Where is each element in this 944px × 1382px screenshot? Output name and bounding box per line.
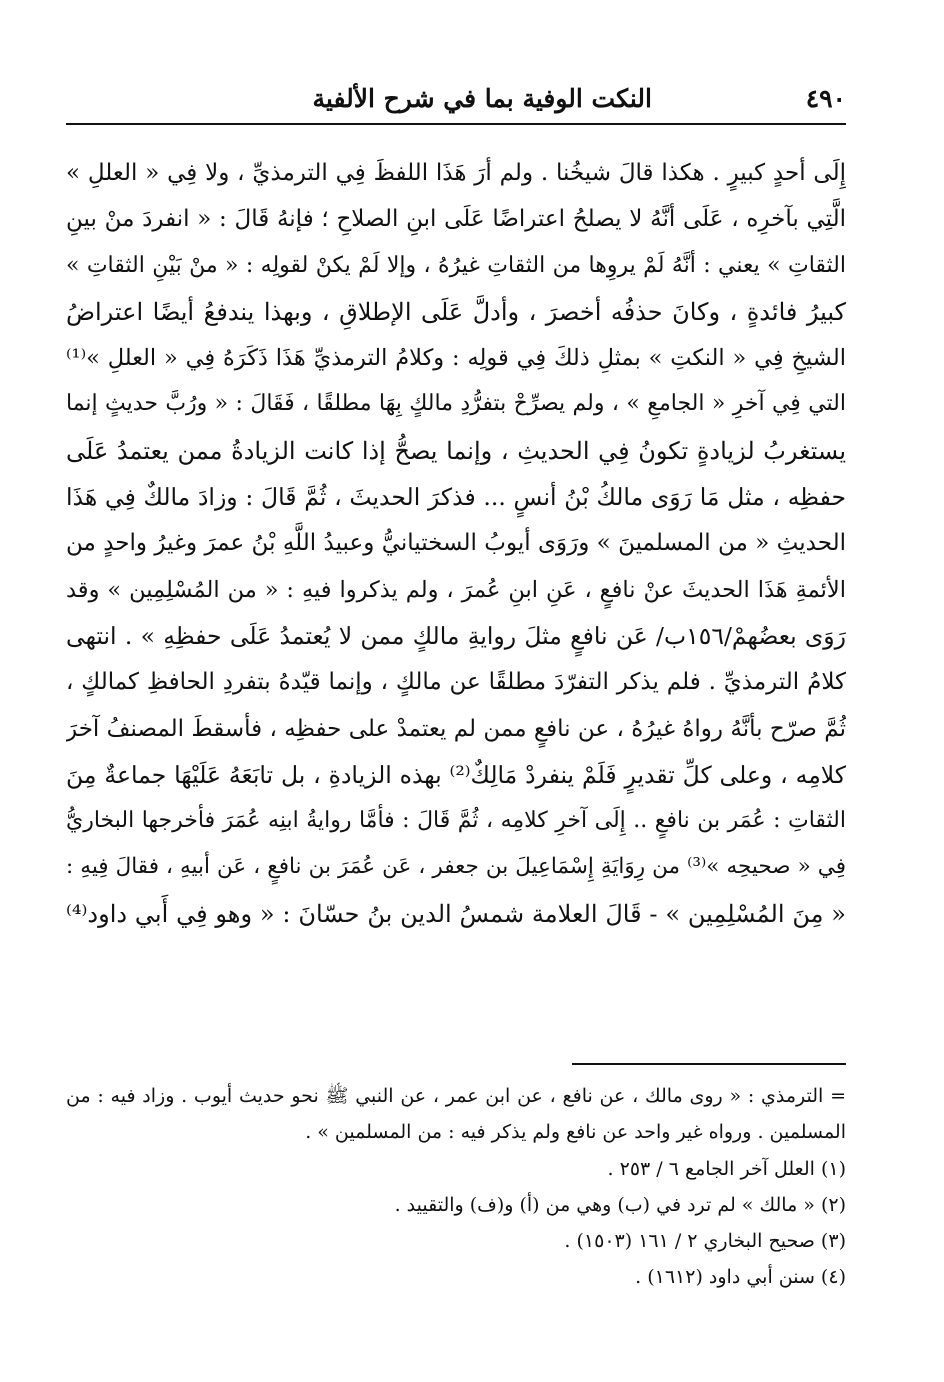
running-header xyxy=(66,80,846,122)
footnote-line: = الترمذي : « روى مالك ، عن نافع ، عن ابن عمر ، عن النبي ﷺ نحو حديث أيوب . وزاد فيه : من xyxy=(66,1085,846,1107)
text-line: فِي « صحيحِه »⁽³⁾ من رِوَايَةِ إِسْمَاعِيلَ بن جعفر ، عَن عُمَرَ بن نافعٍ ، عَن أبيهِ ، فقالَ فِيهِ : xyxy=(66,854,846,880)
text-line: حفظِه ، مثل مَا رَوَى مالكُ بْنُ أنسٍ ... فذكرَ الحديثَ ، ثُمَّ قَالَ : وزادَ مالكٌ فِي هَذَا xyxy=(66,483,846,512)
text-line: إِلَى أحدٍ كبيرٍ . هكذا قالَ شيخُنا . ولم أرَ هَذَا اللفظَ فِي الترمذيِّ ، ولا فِي « العللِ » xyxy=(66,160,846,186)
footnote-4: (٤) سنن أبي داود (١٦١٢) . xyxy=(635,1266,846,1289)
text-line: كلامُ الترمذيِّ . فلم يذكر التفرّدَ مطلقًا عن مالكٍ ، وإنما قيّدهُ بتفردِ الحافظِ كمالكٍ ، xyxy=(66,669,846,696)
running-title: النكت الوفية بما في شرح الألفية xyxy=(312,84,652,113)
text-line: الأئمةِ هَذَا الحديثَ عنْ نافعٍ ، عَنِ ابنِ عُمرَ ، ولم يذكروا فيهِ : « من المُسْلِمِين » وقد xyxy=(66,576,846,603)
page-number: ٤٩٠ xyxy=(805,84,846,113)
footnote-line: المسلمين . ورواه غير واحد عن نافع ولم يذكر فيه : من المسلمين » . xyxy=(305,1121,846,1144)
text-line: « مِنَ المُسْلِمِين » - قَالَ العلامة شمسُ الدين بنُ حسّانَ : « وهو فِي أَبي داود⁽⁴⁾ xyxy=(66,899,846,928)
text-line: الثقاتِ » يعني : أنَّهُ لَمْ يروِها من الثقاتِ غيرُهُ ، وإلا لَمْ يكنْ لقولِه : « منْ بَيْنِ الثقاتِ » xyxy=(66,252,846,278)
text-line: الحديثِ « من المسلمينَ » ورَوَى أيوبُ السختيانيُّ وعبيدُ اللَّهِ بْنُ عمرَ وغيرُ واحدٍ من xyxy=(66,530,846,557)
text-line: التي فِي آخرِ « الجامعِ » ، ولم يصرِّحْ بتفرُّدِ مالكٍ بِهَا مطلقًا ، فَقَالَ : « ورُبَّ حديثٍ إنما xyxy=(66,391,846,417)
footnote-3: (٣) صحيح البخاري ٢ / ١٦١ (١٥٠٣) . xyxy=(564,1230,846,1253)
text-line: ثُمَّ صرّح بأنَّهُ رواهُ غيرُهُ ، عن نافعٍ ممن لم يعتمدْ على حفظِه ، فأسقطَ المصنفُ آخرَ xyxy=(66,715,846,742)
footnotes xyxy=(66,1078,846,1296)
text-line: الَّتِي بآخرِه ، عَلَى أنَّهُ لا يصلحُ اعتراضًا عَلَى ابنِ الصلاحِ ؛ فإنهُ قَالَ : « انفردَ منْ بينِ xyxy=(66,206,846,233)
text-line: الشيخِ فِي « النكتِ » بمثلِ ذلكَ فِي قولِه : وكلامُ الترمذيِّ هَذَا ذَكَرَهُ فِي « العللِ »⁽¹⁾ xyxy=(66,345,846,372)
footnote-1: (١) العلل آخر الجامع ٦ / ٢٥٣ . xyxy=(607,1157,846,1180)
footnote-rule xyxy=(572,1063,846,1065)
footnote-2: (٢) « مالك » لم ترد في (ب) وهي من (أ) و(ف) والتقييد . xyxy=(394,1193,846,1216)
main-text xyxy=(66,150,846,937)
text-line: كلامِه ، وعلى كلِّ تقديرٍ فَلَمْ ينفردْ مَالِكٌ⁽²⁾ بهذه الزيادةِ ، بل تابَعَهُ عَلَيْهَا جماعةٌ مِنَ xyxy=(66,760,846,789)
text-line: يستغربُ لزيادةٍ تكونُ فِي الحديثِ ، وإنما يصحُّ إذا كانت الزيادةُ ممن يعتمدُ عَلَى xyxy=(66,436,846,465)
header-rule xyxy=(66,123,846,125)
text-line: رَوَى بعضُهمْ/١٥٦ب/ عَن نافعٍ مثلَ روايةِ مالكٍ ممن لا يُعتمدُ عَلَى حفظِهِ » . انتهى xyxy=(66,621,846,650)
text-line: الثقاتِ : عُمَر بن نافعٍ .. إِلَى آخرِ كلامِه ، ثُمَّ قَالَ : فأمَّا روايةُ ابنِه عُمَرَ فأخرجها البخاريُّ xyxy=(66,808,846,834)
text-line: كبيرُ فائدةٍ ، وكانَ حذفُه أخصرَ ، وأدلَّ عَلَى الإطلاقِ ، وبهذا يندفعُ أيضًا اعتراضُ xyxy=(66,297,846,326)
